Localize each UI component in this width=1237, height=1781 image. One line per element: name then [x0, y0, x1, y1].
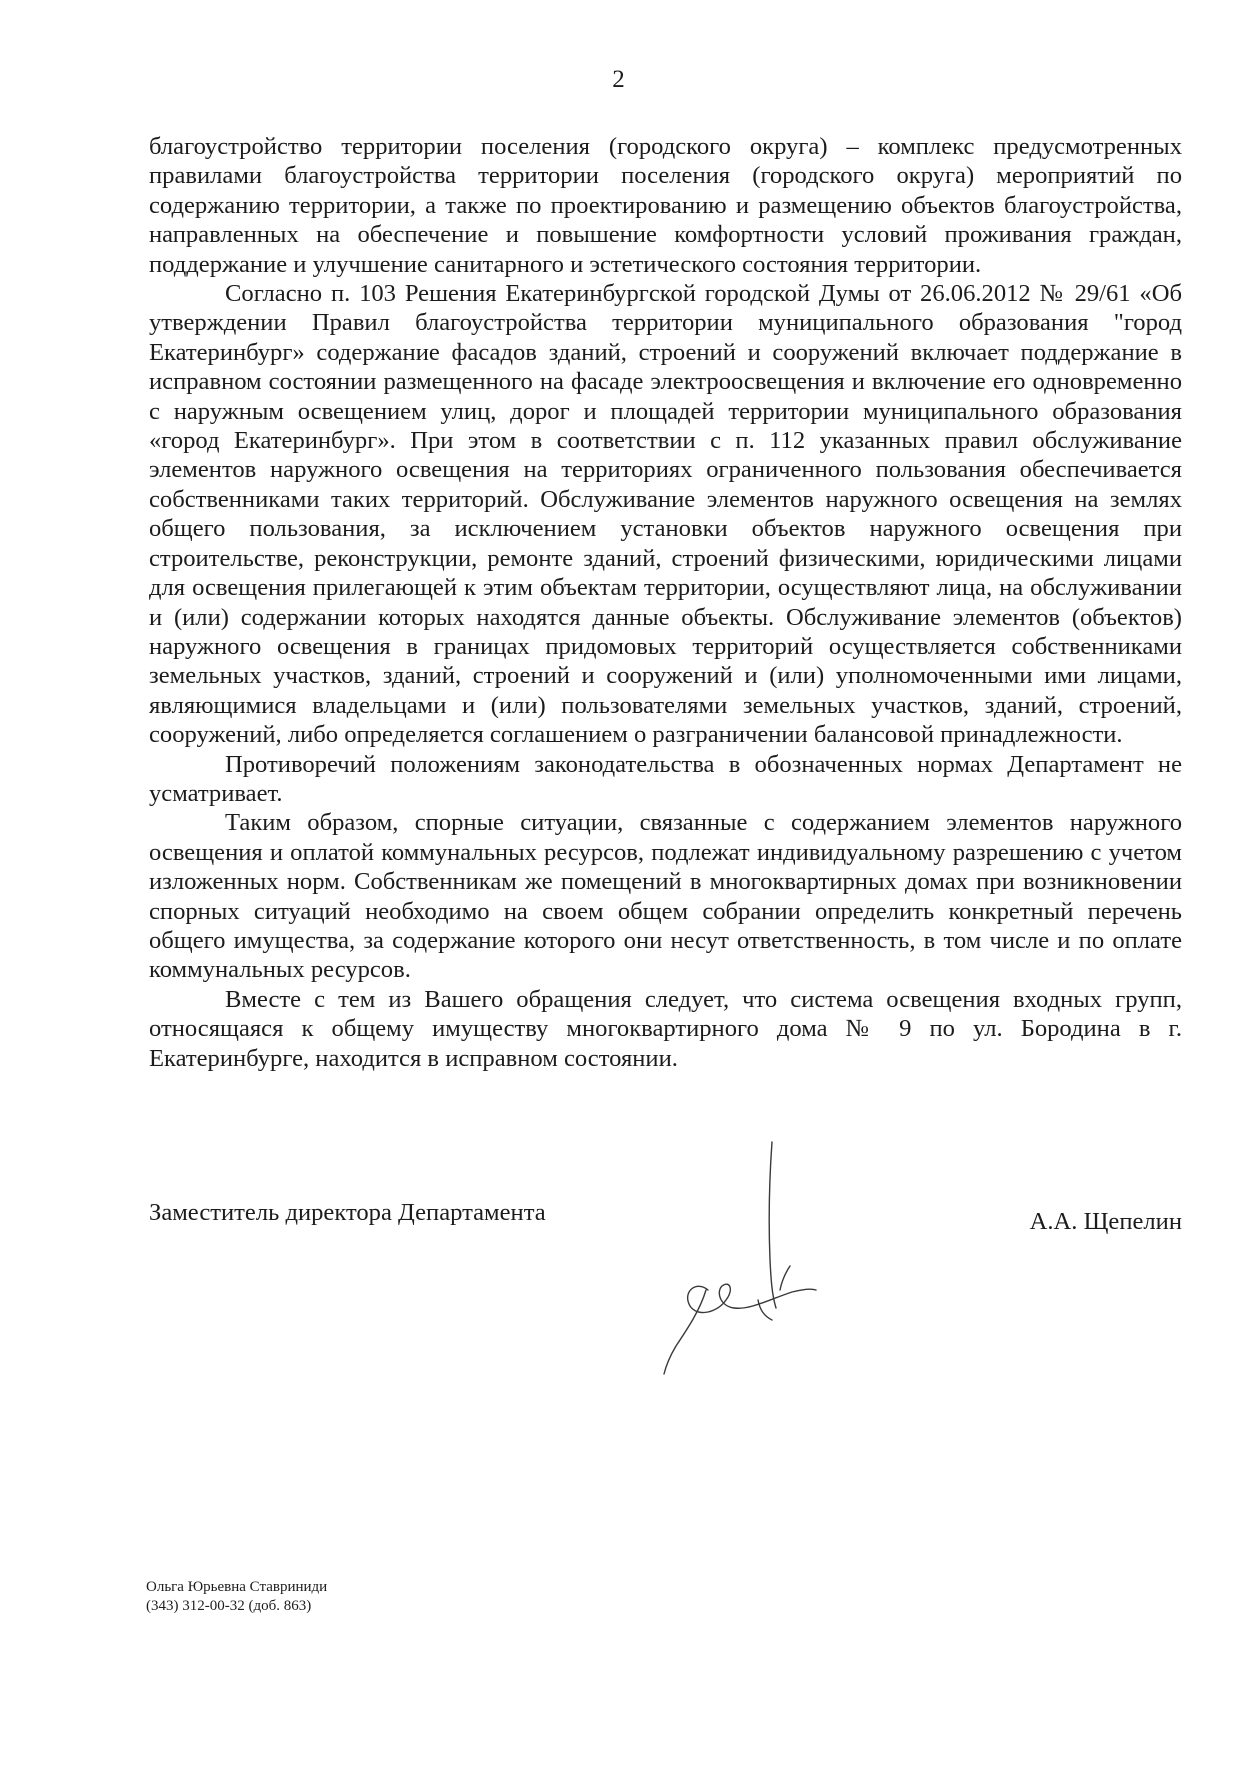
- paragraph-no-contradictions: Противоречий положениям законодательства в обозначенных нормах Департамент не усматривает.: [149, 750, 1182, 807]
- paragraph-definition: благоустройство территории поселения (городского округа) – комплекс предусмотренных правилами благоустройства территории поселения (городского округа) мероприятий по содержанию территории, а также по проектированию и размещению объектов благоустройства, направленных на обеспечение и повышение комфортности условий проживания граждан, поддержание и улучшение санитарного и эстетического состояния территории.: [149, 133, 1182, 278]
- executor-phone: (343) 312-00-32 (доб. 863): [146, 1598, 312, 1614]
- signatory-position: Заместитель директора Департамента: [149, 1199, 546, 1226]
- paragraph-rules-reference: Согласно п. 103 Решения Екатеринбургской городской Думы от 26.06.2012 № 29/61 «Об утверждении Правил благоустройства территории муниципального образования "город Екатеринбург» содержание фасадов зданий, строений и сооружений включает поддержание в исправном состоянии размещенного на фасаде электроосвещения и включение его одновременно с наружным освещением улиц, дорог и площадей территории муниципального образования «город Екатеринбург». При этом в соответствии с п. 112 указанных правил обслуживание элементов наружного освещения на территориях ограниченного пользования обеспечивается собственниками таких территорий. Обслуживание элементов наружного освещения на землях общего пользования, за исключением установки объектов наружного освещения при строительстве, реконструкции, ремонте зданий, строений физическими, юридическими лицами для освещения прилегающей к этим объектам территории, осуществляют лица, на обслуживании и (или) содержании которых находятся данные объекты. Обслуживание элементов (объектов) наружного освещения в границах придомовых территорий осуществляется собственниками земельных участков, зданий, строений и сооружений и (или) уполномоченными ими лицами, являющимися владельцами и (или) пользователями земельных участков, зданий, строений, сооружений, либо определяется соглашением о разграничении балансовой принадлежности.: [149, 280, 1182, 749]
- page-number: 2: [612, 66, 625, 93]
- executor-name: Ольга Юрьевна Ставриниди: [146, 1579, 328, 1595]
- letter-body: [149, 132, 1182, 1073]
- paragraph-conclusion: Таким образом, спорные ситуации, связанные с содержанием элементов наружного освещения и оплатой коммунальных ресурсов, подлежат индивидуальному разрешению с учетом изложенных норм. Собственникам же помещений в многоквартирных домах при возникновении спорных ситуаций необходимо на своем общем собрании определить конкретный перечень общего имущества, за содержание которого они несут ответственность, в том числе и по оплате коммунальных ресурсов.: [149, 809, 1182, 984]
- executor-info: [146, 1578, 327, 1616]
- paragraph-lighting-status: Вместе с тем из Вашего обращения следует, что система освещения входных групп, относящаяся к общему имуществу многоквартирного дома № 9 по ул. Бородина в г. Екатеринбурге, находится в исправном состоянии.: [149, 985, 1182, 1072]
- handwritten-signature: [660, 1140, 820, 1380]
- signatory-name: А.А. Щепелин: [1029, 1208, 1182, 1235]
